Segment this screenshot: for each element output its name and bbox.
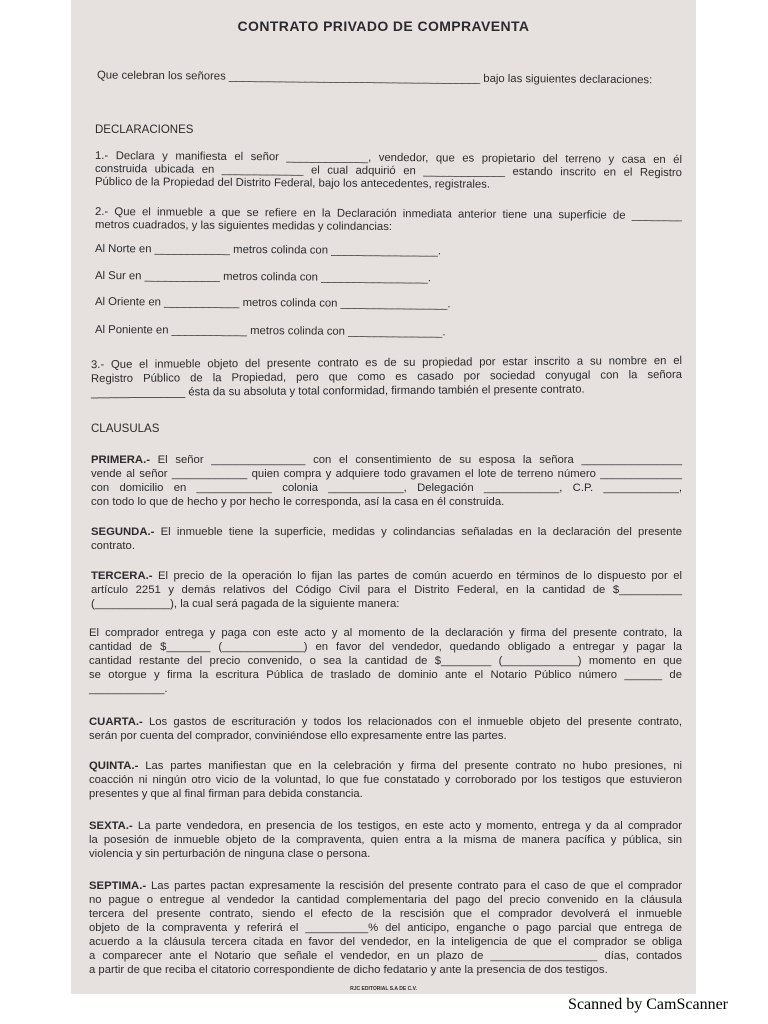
- publisher-footer: RJC EDITORIAL S.A DE C.V.: [350, 986, 417, 992]
- colindancia-poniente: Al Poniente en ____________ metros colinda con _______________.: [94, 323, 446, 339]
- clausula-tercera-line: TERCERA.- El precio de la operación lo fijan las partes de común acuerdo en términos de lo dispuesto por el: [91, 570, 682, 582]
- clausula-primera-line: con domicilio en ____________ colonia ____________, Delegación ____________, C.P. ____________,: [91, 482, 682, 494]
- clausula-segunda-label: SEGUNDA.-: [91, 526, 155, 538]
- document-title: CONTRATO PRIVADO DE COMPRAVENTA: [237, 18, 530, 34]
- clausula-tercera-label: TERCERA.-: [91, 570, 153, 582]
- clausula-septima-line: SEPTIMA.- Las partes pactan expresamente la rescisión del presente contrato para el caso de que el comprador: [89, 880, 682, 892]
- clausula-sexta-label: SEXTA.-: [89, 820, 133, 832]
- intro-line: Que celebran los señores ________________________________________ bajo las siguientes declaraciones:: [96, 69, 653, 87]
- clausula-tercera-pago-line: cantidad de $_______ (_____________) en favor del vendedor, quedando obligado a entregar y pagar la: [89, 641, 682, 653]
- clausulas-heading: CLAUSULAS: [91, 423, 160, 435]
- clausula-tercera-pago-line: ____________.: [89, 683, 168, 695]
- colindancia-sur: Al Sur en ____________ metros colinda con _________________.: [94, 269, 432, 285]
- clausula-quinta-line: QUINTA.- Las partes manifiestan que en la celebración y firma del presente contrato no hubo presiones, ni: [89, 760, 682, 772]
- clausula-sexta-line: SEXTA.- La parte vendedora, en presencia de los testigos, en este acto y momento, entrega y da al comprador: [89, 820, 682, 832]
- clausula-segunda-line: SEGUNDA.- El inmueble tiene la superficie, medidas y colindancias señaladas en la declaración del presente: [91, 526, 682, 538]
- declaracion-1-line: 1.- Declara y manifiesta el señor _____________, vendedor, que es propietario del terreno y casa en él: [94, 149, 683, 167]
- clausula-septima-line: acuerdo a la cláusula tercera citada en favor del vendedor, en la inteligencia de que el comprador se obliga: [89, 936, 682, 948]
- clausula-tercera-pago-line: se otorgue y firma la escritura Pública de traslado de dominio ante el Notario Público número ______ de: [89, 669, 682, 681]
- clausula-primera-line: vende al señor ____________ quien compra y adquiere todo gravamen el lote de terreno número _____________: [91, 468, 682, 480]
- clausula-septima-line: no pague o entregue al vendedor la cantidad complementaria del pago del precio convenido en la cláusula: [89, 894, 682, 906]
- clausula-cuarta-line: CUARTA.- Los gastos de escrituración y todos los relacionados con el inmueble objeto del presente contrato,: [89, 716, 682, 728]
- clausula-tercera-line: artículo 2251 y demás relativos del Código Civil para el Distrito Federal, en la cantidad de $__________: [91, 584, 682, 596]
- clausula-septima-label: SEPTIMA.-: [89, 880, 147, 892]
- declaracion-2-line: 2.- Que el inmueble a que se refiere en la Declaración inmediata anterior tiene una superficie de ________: [94, 205, 683, 223]
- declaracion-1-line: construida ubicada en _____________ el cual adquirió en _____________ estando inscrito en el Registro: [94, 162, 683, 180]
- clausula-tercera-pago-line: cantidad restante del precio convenido, o sea la cantidad de $________ (____________) momento en que: [89, 655, 682, 667]
- clausula-septima-line: tercera del presente contrato, siendo el efecto de la rescisión que el comprador devolverá el inmueble: [89, 908, 682, 920]
- declaraciones-heading: DECLARACIONES: [95, 124, 194, 136]
- clausula-sexta-line: la posesión de inmueble objeto de la compraventa, quien entra a la misma de manera pacífica y pública, sin: [89, 834, 682, 846]
- colindancia-norte: Al Norte en ____________ metros colinda con _________________.: [94, 242, 442, 258]
- clausula-primera-label: PRIMERA.-: [91, 454, 150, 466]
- contract-page: [71, 0, 696, 994]
- declaracion-2-line: metros cuadrados, y las siguientes medidas y colindancias:: [94, 218, 393, 234]
- clausula-segunda-line: contrato.: [91, 540, 135, 552]
- clausula-primera-line: PRIMERA.- El señor _______________ con el consentimiento de su esposa la señora ________________: [91, 454, 682, 466]
- clausula-sexta-line: violencia y sin perturbación de ninguna clase o persona.: [89, 848, 371, 860]
- clausula-septima-line: a partir de que reciba el citatorio correspondiente de dicho fedatario y ante la presencia de dos testigos.: [89, 964, 608, 976]
- declaracion-3-line: 3.- Que el inmueble objeto del presente contrato es de su propiedad por estar inscrito a su nombre en el: [90, 354, 683, 372]
- camscanner-watermark: Scanned by CamScanner: [568, 996, 728, 1013]
- clausula-quinta-label: QUINTA.-: [89, 760, 139, 772]
- clausula-septima-line: objeto de la compraventa y referirá el __________% del anticipo, enganche o pago parcial que entrega de: [89, 922, 682, 934]
- clausula-cuarta-line: serán por cuenta del comprador, conviniéndose ello expresamente entre las partes.: [89, 730, 507, 742]
- clausula-quinta-line: presentes y que al final firman para debida constancia.: [89, 788, 363, 800]
- clausula-tercera-pago-line: El comprador entrega y paga con este acto y al momento de la declaración y firma del presente contrato, la: [89, 627, 682, 639]
- clausula-quinta-line: coacción ni ningún otro vicio de la voluntad, lo que fue constatado y corroborado por los testigos que estuvieron: [89, 774, 682, 786]
- declaracion-1-line: Público de la Propiedad del Distrito Federal, bajo los antecedentes, registrales.: [94, 175, 491, 191]
- clausula-primera-line: con todo lo que de hecho y por hecho le corresponda, así la casa en él construida.: [91, 496, 505, 508]
- colindancia-oriente: Al Oriente en ____________ metros colinda con _________________.: [94, 295, 451, 311]
- declaracion-3-line: _______________ ésta da su absoluta y total conformidad, firmando también el presente contrato.: [90, 383, 585, 400]
- clausula-septima-line: a comparecer ante el Notario que señale el vendedor, en un plazo de _________________ días, contados: [89, 950, 682, 962]
- clausula-cuarta-label: CUARTA.-: [89, 716, 143, 728]
- clausula-tercera-line: (____________), la cual será pagada de la siguiente manera:: [91, 598, 400, 610]
- declaracion-3-line: Registro Público de la Propiedad, pero que como es casado por sociedad conyugal con la señora: [90, 368, 683, 386]
